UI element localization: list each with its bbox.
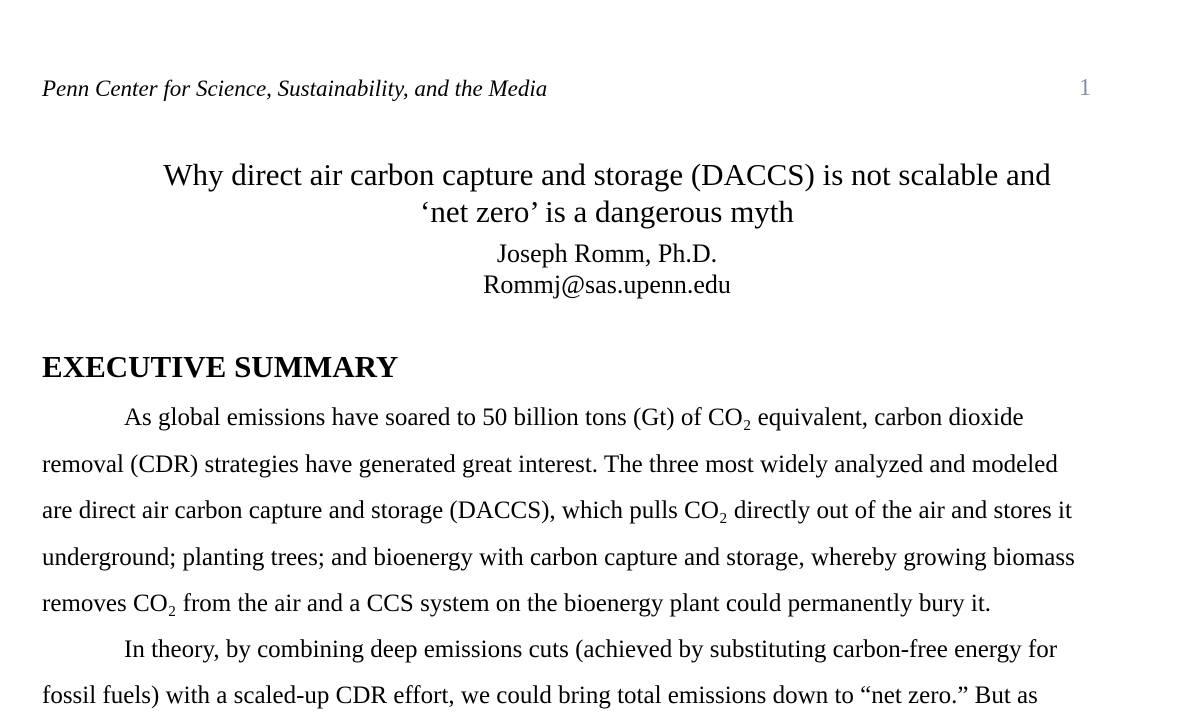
- section-heading: EXECUTIVE SUMMARY: [42, 349, 399, 384]
- author-email[interactable]: Rommj@sas.upenn.edu: [483, 270, 731, 299]
- paragraph-line: are direct air carbon capture and storage (DACCS), which pulls CO₂ directly out of the air and stores it: [42, 497, 1072, 524]
- paragraph-line: As global emissions have soared to 50 billion tons (Gt) of CO₂ equivalent, carbon dioxide: [124, 404, 1024, 431]
- document-title-line-1: Why direct air carbon capture and storage (DACCS) is not scalable and: [163, 157, 1051, 192]
- title-block: [0, 156, 1200, 300]
- paragraph-line: underground; planting trees; and bioenergy with carbon capture and storage, whereby growing biomass: [42, 544, 1075, 571]
- document-title-line-2: ‘net zero’ is a dangerous myth: [420, 194, 794, 229]
- paragraph-line: removal (CDR) strategies have generated great interest. The three most widely analyzed and modeled: [42, 451, 1058, 478]
- page-number: 1: [1079, 75, 1091, 101]
- author-name: Joseph Romm, Ph.D.: [496, 239, 718, 268]
- running-header: Penn Center for Science, Sustainability, and the Media: [42, 76, 548, 101]
- paragraph-line: In theory, by combining deep emissions cuts (achieved by substituting carbon-free energy for: [124, 636, 1058, 663]
- paragraph-line: fossil fuels) with a scaled-up CDR effort, we could bring total emissions down to “net zero.” But as: [42, 682, 1038, 709]
- paragraph-line: removes CO₂ from the air and a CCS system on the bioenergy plant could permanently bury it.: [42, 590, 992, 617]
